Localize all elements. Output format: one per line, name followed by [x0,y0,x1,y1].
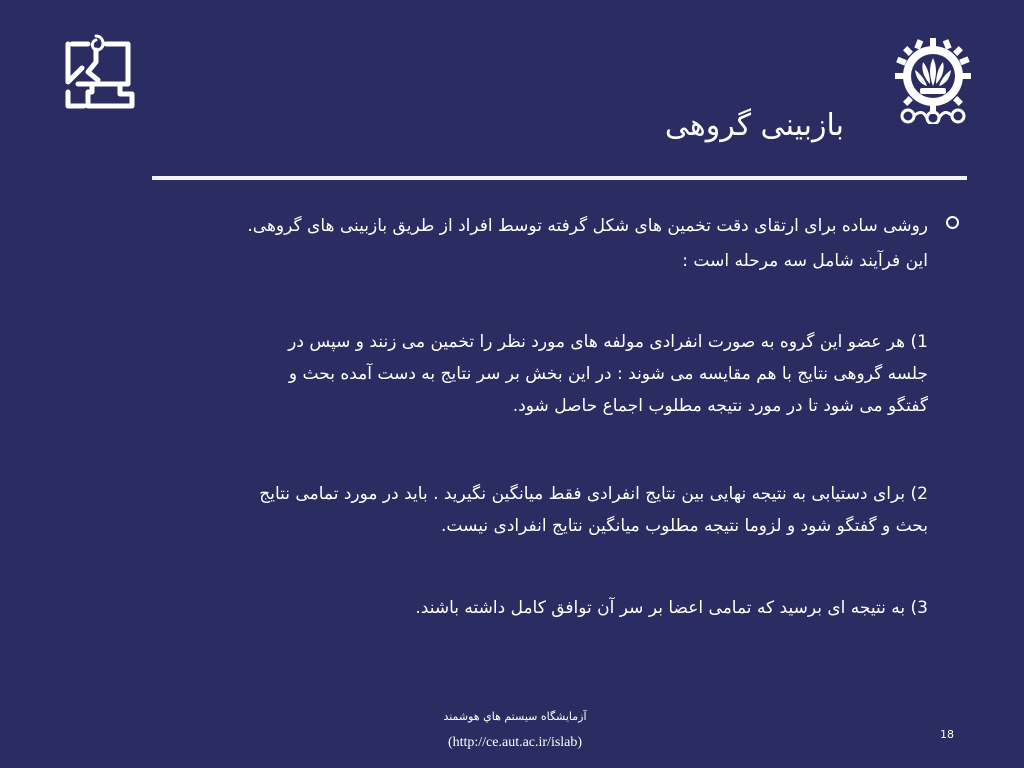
slide-title: بازبینی گروهی [664,108,844,143]
intro-line-1: روشی ساده برای ارتقای دقت تخمین های شکل گرفته توسط افراد از طریق بازبینی های گروهی. [247,216,928,236]
page-number: 18 [940,728,954,741]
step-3-line-1: 3) به نتیجه ای برسید که تمامی اعضا بر سر آن توافق کامل داشته باشند. [415,598,928,618]
step-2-line-1: 2) برای دستیابی به نتیجه نهایی بین نتایج انفرادی فقط میانگین نگیرید . باید در مورد تمامی نتایج [259,484,928,504]
step-3-paragraph [168,592,928,624]
footer-lab-name: آزمايشگاه سيستم هاي هوشمند [443,710,587,723]
step-1-paragraph [168,326,928,422]
intro-paragraph [168,209,928,279]
step-1-line-3: گفتگو می شود تا در مورد نتیجه مطلوب اجماع حاصل شود. [512,396,928,416]
step-1-line-2: جلسه گروهی نتایج با هم مقایسه می شوند : در این بخش بر سر نتایج به دست آمده بحث و [288,364,928,384]
university-gear-emblem-icon [890,36,976,124]
bullet-circle-icon [946,216,959,229]
footer-url[interactable]: (http://ce.aut.ac.ir/islab) [447,735,583,750]
step-1-line-1: 1) هر عضو این گروه به صورت انفرادی مولفه های مورد نظر را تخمین می زنند و سپس در [288,332,928,352]
intro-line-2: این فرآیند شامل سه مرحله است : [682,251,928,271]
lab-computer-logo-icon [58,32,138,114]
step-2-paragraph [168,478,928,542]
step-2-line-2: بحث و گفتگو شود و لزوما نتیجه مطلوب میانگین نتایج انفرادی نیست. [441,516,928,536]
title-divider [152,176,967,180]
